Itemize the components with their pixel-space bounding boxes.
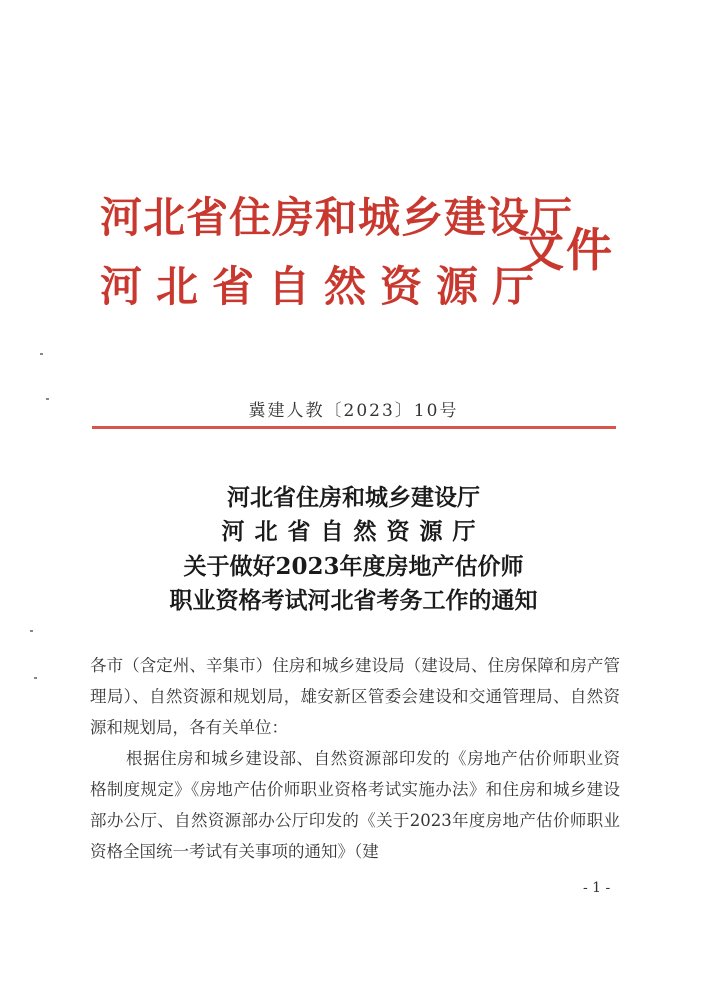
document-number: 冀建人教〔2023〕10号 bbox=[248, 401, 459, 421]
page-number: - 1 - bbox=[583, 880, 611, 896]
issuer-line-1: 河北省住房和城乡建设厅 bbox=[100, 193, 574, 242]
title-line-2: 河北省自然资源厅 bbox=[221, 518, 486, 545]
title-line-4: 职业资格考试河北省考务工作的通知 bbox=[169, 587, 538, 614]
title-line-1: 河北省住房和城乡建设厅 bbox=[227, 484, 480, 511]
body-paragraph-1: 根据住房和城乡建设部、自然资源部印发的《房地产估价师职业资格制度规定》《房地产估价师职业资格考试实施办法》和住房和城乡建设部办公厅、自然资源部办公厅印发的《关于2023年度房地产估价师职业资格全国统一考试有关事项的通知》（建 bbox=[90, 749, 620, 861]
document-word: 文件 bbox=[518, 223, 614, 277]
title-line-3: 关于做好2023年度房地产估价师 bbox=[183, 553, 524, 580]
body-text bbox=[90, 650, 620, 867]
scan-speck bbox=[40, 353, 43, 355]
addressees-paragraph: 各市（含定州、辛集市）住房和城乡建设局（建设局、住房保障和房产管理局）、自然资源和规划局，雄安新区管委会建设和交通管理局、自然资源和规划局，各有关单位： bbox=[90, 656, 620, 737]
red-divider bbox=[92, 426, 616, 429]
issuer-line-2: 河北省自然资源厅 bbox=[100, 262, 549, 311]
scan-speck bbox=[34, 677, 37, 679]
scan-speck bbox=[30, 630, 33, 632]
scan-speck bbox=[46, 398, 49, 400]
